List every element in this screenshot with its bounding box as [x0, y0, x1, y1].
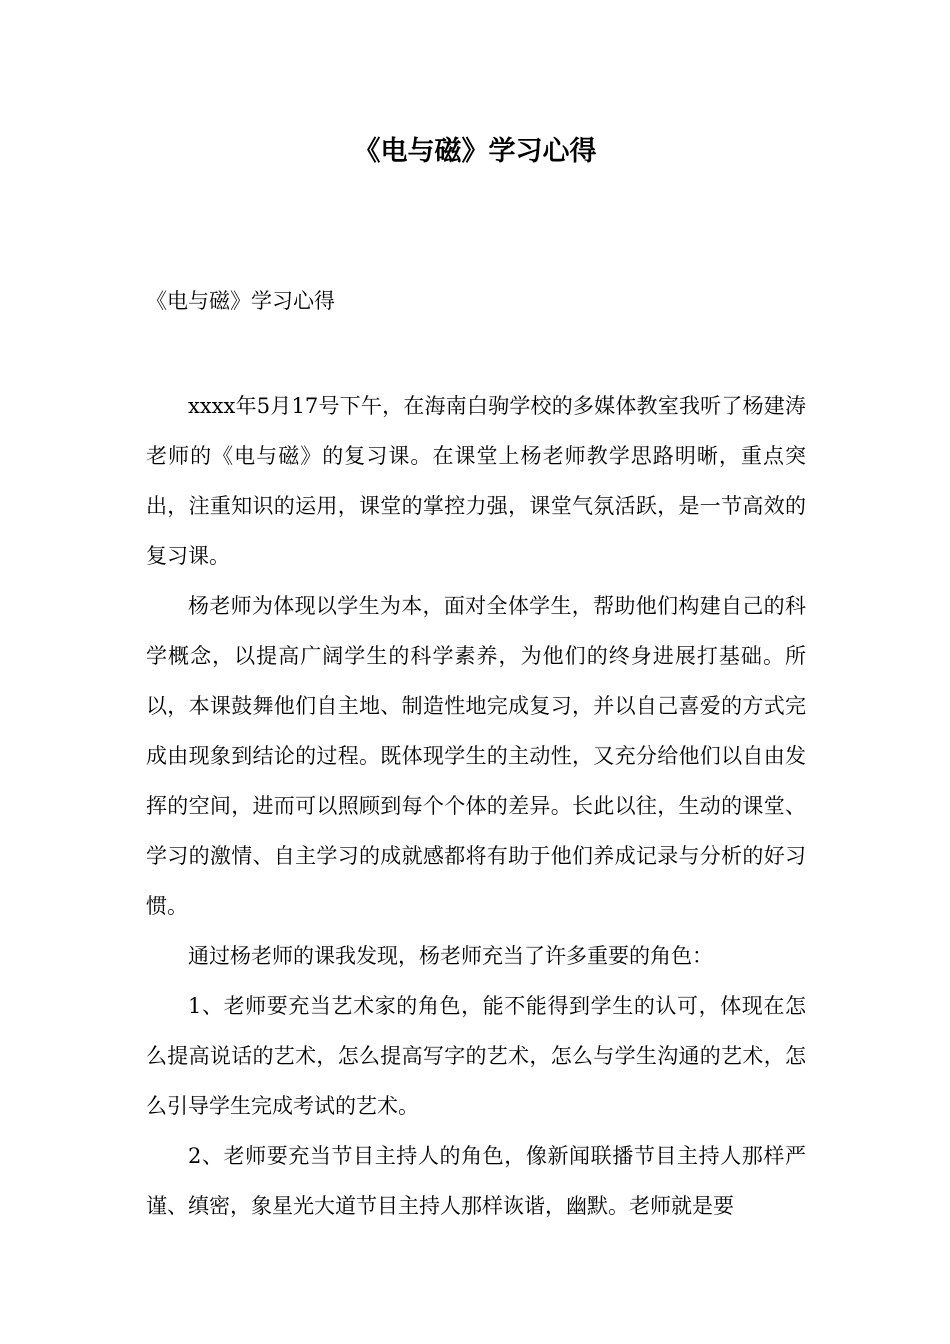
paragraph: 杨老师为体现以学生为本，面对全体学生，帮助他们构建自己的科学概念，以提高广阔学生的科学素养，为他们的终身进展打基础。所以，本课鼓舞他们自主地、制造性地完成复习，并以自己喜爱的方式完成由现象到结论的过程。既体现学生的主动性，又充分给他们以自由发挥的空间，进而可以照顾到每个个体的差异。长此以往，生动的课堂、学习的激情、自主学习的成就感都将有助于他们养成记录与分析的好习惯。: [146, 594, 806, 918]
document-subtitle: 《电与磁》学习心得: [146, 289, 335, 313]
document-title: 《电与磁》学习心得: [353, 136, 597, 167]
paragraph: 通过杨老师的课我发现，杨老师充当了许多重要的角色：: [188, 944, 713, 968]
paragraph: 2、老师要充当节目主持人的角色，像新闻联播节目主持人那样严谨、缜密，象星光大道节目主持人那样诙谐，幽默。老师就是要: [146, 1144, 806, 1218]
paragraph: xxxx年5月17号下午，在海南白驹学校的多媒体教室我听了杨建涛老师的《电与磁》的复习课。在课堂上杨老师教学思路明晰，重点突出，注重知识的运用，课堂的掌控力强，课堂气氛活跃，是一节高效的复习课。: [146, 394, 806, 568]
paragraph: 1、老师要充当艺术家的角色，能不能得到学生的认可，体现在怎么提高说话的艺术，怎么提高写字的艺术，怎么与学生沟通的艺术，怎么引导学生完成考试的艺术。: [146, 994, 806, 1118]
document-body: [146, 381, 806, 1231]
